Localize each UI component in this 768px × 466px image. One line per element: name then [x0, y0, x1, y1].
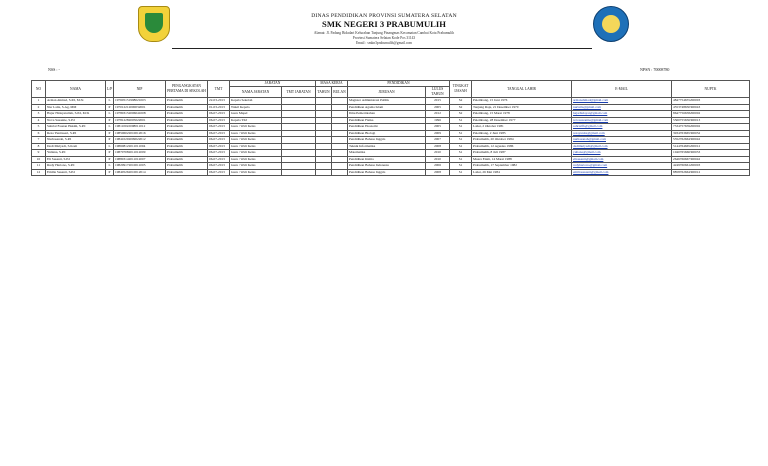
npsn-label: NPSN : 70008780 — [640, 67, 670, 72]
school-name: SMK NEGERI 3 PRABUMULIH — [322, 19, 446, 29]
cell-pengangkatan: Prabumulih — [166, 117, 208, 124]
cell-email-link[interactable]: rezayunita@gmail.com — [572, 130, 672, 137]
cell-ttl: Tanjung Raja, 21 Desember 1970 — [472, 104, 572, 111]
cell-lulus: 2010 — [426, 156, 450, 163]
cell-lulus: 1996 — [426, 117, 450, 124]
col-tmt: TMT — [208, 81, 230, 98]
cell-no: 10 — [32, 156, 46, 163]
cell-nip: 198506022010012016 — [114, 130, 166, 137]
cell-ttl: Palembang, 28 Desember 1977 — [472, 117, 572, 124]
cell-jurusan: Pendidikan Agama Islam — [348, 104, 426, 111]
cell-jurusan: Pendidikan Bahasa Indonesia — [348, 163, 426, 170]
cell-nip: 197605151998021003 — [114, 98, 166, 105]
cell-no: 2 — [32, 104, 46, 111]
email-line: Email : smkn3prabumulih@gmail.com — [355, 41, 413, 45]
cell-nuptk: 7334757659200002 — [672, 124, 750, 131]
cell-lp: P — [106, 130, 114, 137]
cell-jabatan: Guru / Wali Kelas — [230, 156, 282, 163]
cell-nip: 197012212000032001 — [114, 104, 166, 111]
address-line: Alamat: Jl. Padang Bidadari Kelurahan Tanjung Pinangmas Kecamatan Cambai Kota Prabumulih — [313, 31, 455, 35]
cell-email-link[interactable]: dedimulyadi@gmail.com — [572, 143, 672, 150]
cell-bulan — [332, 169, 348, 176]
cell-ijasah: S1 — [450, 169, 472, 176]
cell-pengangkatan: Prabumulih — [166, 124, 208, 131]
cell-nama: Nova Susantie, S.Pd — [46, 117, 106, 124]
cell-lp: L — [106, 143, 114, 150]
cell-nip: 197812282005022001 — [114, 117, 166, 124]
cell-ijasah: S1 — [450, 130, 472, 137]
cell-lp: L — [106, 98, 114, 105]
cell-lulus: 2010 — [426, 150, 450, 157]
cell-jurusan: Teknik Informatika — [348, 143, 426, 150]
cell-nip: 198410202009022012 — [114, 137, 166, 144]
cell-ijasah: S1 — [450, 150, 472, 157]
cell-nuptk: 8858762664300012 — [672, 169, 750, 176]
cell-tmt: 06-07-2013 — [208, 137, 230, 144]
cell-nip: 198110022008011012 — [114, 124, 166, 131]
cell-jurusan: Pendidikan Biologi — [348, 130, 426, 137]
col-jurusan: JURUSAN — [348, 87, 426, 98]
cell-nuptk: 4249760661200003 — [672, 163, 750, 170]
col-email: E-MAIL — [572, 81, 672, 98]
cell-nama: Rudy Hartono, S.Pd — [46, 163, 106, 170]
cell-tmt: 06-07-2013 — [208, 117, 230, 124]
cell-lulus: 2007 — [426, 137, 450, 144]
cell-ttl: Lahat, 26 Mei 1984 — [472, 169, 572, 176]
cell-no: 12 — [32, 169, 46, 176]
cell-nuptk: 8647756658200002 — [672, 111, 750, 118]
cell-ttl: Prabumulih, 12 Agustus 1986 — [472, 143, 572, 150]
col-lp: L/P — [106, 81, 114, 98]
cell-tmt: 06-07-2013 — [208, 111, 230, 118]
cell-pengangkatan: Prabumulih — [166, 98, 208, 105]
cell-pengangkatan: Prabumulih — [166, 150, 208, 157]
cell-ijasah: S2 — [450, 111, 472, 118]
letterhead — [0, 0, 768, 70]
cell-ttl: Prabumulih, 8 Juli 1987 — [472, 150, 572, 157]
col-pendidikan: PENDIDIKAN — [348, 81, 450, 87]
cell-jabatan: Kepala TKJ — [230, 117, 282, 124]
col-pengangkatan: PENGANGKATAN PERTAMA DI SEKOLAH — [166, 81, 208, 98]
cell-lulus: 2008 — [426, 169, 450, 176]
cell-jabatan: Guru / Wali Kelas — [230, 130, 282, 137]
cell-nama: Yuliana, S.Pd — [46, 150, 106, 157]
cell-ijasah: S1 — [450, 137, 472, 144]
cell-nama: Eli Susanti, S.Pd — [46, 156, 106, 163]
cell-ijasah: S1 — [450, 143, 472, 150]
cell-email-link[interactable]: sahrialfh@gmail.com — [572, 124, 672, 131]
cell-lp: P — [106, 137, 114, 144]
cell-no: 4 — [32, 117, 46, 124]
cell-ttl: Lahat, 2 Oktober 1981 — [472, 124, 572, 131]
cell-nama: Hajar Hidayatullah, S.Pd, M.Si — [46, 111, 106, 118]
cell-jabatan: Guru / Wali Kelas — [230, 163, 282, 170]
staff-table — [31, 80, 750, 176]
cell-tmt: 01-03-2013 — [208, 104, 230, 111]
cell-email-link[interactable]: elisusanti@gmail.com — [572, 156, 672, 163]
cell-tmt: 06-07-2013 — [208, 143, 230, 150]
cell-jabatan: Kepala Sekolah — [230, 98, 282, 105]
header-divider — [172, 48, 592, 49]
cell-no: 8 — [32, 143, 46, 150]
col-nama-jabatan: NAMA JABATAN — [230, 87, 282, 98]
cell-nuptk: 4847754655200003 — [672, 98, 750, 105]
cell-ttl: Prabumulih, 17 September 1982 — [472, 163, 572, 170]
cell-pengangkatan: Prabumulih — [166, 156, 208, 163]
col-nama: NAMA — [46, 81, 106, 98]
cell-pengangkatan: Prabumulih — [166, 163, 208, 170]
cell-ttl: Palembang, 15 Maret 1978 — [472, 111, 572, 118]
cell-pengangkatan: Prabumulih — [166, 143, 208, 150]
cell-pengangkatan: Prabumulih — [166, 111, 208, 118]
cell-no: 1 — [32, 98, 46, 105]
cell-jurusan: Pendidikan Fisika — [348, 117, 426, 124]
cell-nuptk: 3934763665300032 — [672, 130, 750, 137]
cell-ijasah: S1 — [450, 124, 472, 131]
cell-ijasah: S2 — [450, 98, 472, 105]
cell-lp: L — [106, 163, 114, 170]
cell-nama: Emilia Susanti, S.Pd — [46, 169, 106, 176]
nss-label: NSS : - — [48, 67, 60, 72]
col-tingkat-ijasah: TINGKAT IJASAH — [450, 81, 472, 98]
cell-lp: P — [106, 104, 114, 111]
cell-lulus: 2009 — [426, 130, 450, 137]
cell-pengangkatan: Prabumulih — [166, 169, 208, 176]
cell-tmt-jabatan — [282, 169, 316, 176]
cell-no: 5 — [32, 124, 46, 131]
cell-nip: 197803152006041008 — [114, 111, 166, 118]
cell-lulus: 2015 — [426, 98, 450, 105]
cell-lp: P — [106, 150, 114, 157]
cell-lp: P — [106, 156, 114, 163]
cell-email-link[interactable]: nurhasanah@gmail.com — [572, 137, 672, 144]
cell-tmt: 06-07-2013 — [208, 163, 230, 170]
cell-email-link[interactable]: nurlaila@gmail.com — [572, 104, 672, 111]
cell-nuptk: 1040765666300033 — [672, 150, 750, 157]
cell-nama: Nurhasanah, S.Pd — [46, 137, 106, 144]
cell-ttl: Prabumulih, 20 Oktober 1984 — [472, 137, 572, 144]
cell-tmt: 06-07-2013 — [208, 150, 230, 157]
col-nuptk: NUPTK — [672, 81, 750, 98]
province-line: Provinsi Sumatera Selatan Kode Pos 31143 — [352, 36, 416, 40]
cell-nuptk: 5560755656300013 — [672, 117, 750, 124]
cell-ijasah: S1 — [450, 117, 472, 124]
cell-ttl: Palembang, 15 Juni 1976 — [472, 98, 572, 105]
cell-jurusan: Ilmu Pemerintahan — [348, 111, 426, 118]
col-tanggal-lahir: TANGGAL LAHIR — [472, 81, 572, 98]
cell-jurusan: Magister Administrasi Publik — [348, 98, 426, 105]
cell-email-link[interactable]: armanahmad@gmail.com — [572, 98, 672, 105]
cell-jurusan: Matematika — [348, 150, 426, 157]
cell-jurusan: Pendidikan Bahasa Inggris — [348, 137, 426, 144]
cell-ijasah: S2 — [450, 104, 472, 111]
col-lulus-tahun: LULUS TAHUN — [426, 87, 450, 98]
cell-ttl: Palembang, 2 Juni 1985 — [472, 130, 572, 137]
cell-pengangkatan: Prabumulih — [166, 104, 208, 111]
cell-nip: 198209172010011005 — [114, 163, 166, 170]
cell-lulus: 2005 — [426, 104, 450, 111]
cell-no: 9 — [32, 150, 46, 157]
cell-lulus: 2005 — [426, 124, 450, 131]
cell-nuptk: 2646766667300042 — [672, 156, 750, 163]
cell-nama: Arman Ahmad, S.Pd, M.Si — [46, 98, 106, 105]
cell-lulus: 2008 — [426, 143, 450, 150]
col-nip: NIP — [114, 81, 166, 98]
cell-lulus: 2006 — [426, 163, 450, 170]
cell-tmt: 06-07-2013 — [208, 130, 230, 137]
cell-nama: Reza Yunitasari, S.Pd — [46, 130, 106, 137]
cell-email-link[interactable]: emiliasusanti@gmail.com — [572, 169, 672, 176]
col-bulan: BULAN — [332, 87, 348, 98]
cell-nip: 198803142011012007 — [114, 156, 166, 163]
cell-no: 3 — [32, 111, 46, 118]
cell-jurusan: Pendidikan Ekonomi — [348, 124, 426, 131]
col-no: NO — [32, 81, 46, 98]
cell-nip: 198707082011012009 — [114, 150, 166, 157]
cell-tmt: 22-03-2013 — [208, 98, 230, 105]
cell-lp: L — [106, 111, 114, 118]
cell-pengangkatan: Prabumulih — [166, 137, 208, 144]
cell-nama: Sahrial Fauzan Hakim, S.Pd — [46, 124, 106, 131]
cell-jurusan: Pendidikan Bahasa Inggris — [348, 169, 426, 176]
cell-nuptk: 4553748650300043 — [672, 104, 750, 111]
cell-jabatan: Guru Mapel — [230, 111, 282, 118]
cell-nama: Nur Laila, S.Ag, MM — [46, 104, 106, 111]
cell-tmt: 06-07-2013 — [208, 124, 230, 131]
cell-lp: P — [106, 117, 114, 124]
cell-tmt: 06-07-2013 — [208, 169, 230, 176]
cell-jabatan: Guru / Wali Kelas — [230, 169, 282, 176]
col-jabatan: JABATAN — [230, 81, 316, 87]
cell-ijasah: S1 — [450, 156, 472, 163]
cell-tmt: 06-07-2013 — [208, 156, 230, 163]
cell-jabatan: Guru / Wali Kelas — [230, 150, 282, 157]
cell-nuptk: 5144764665200012 — [672, 143, 750, 150]
cell-jurusan: Pendidikan Kimia — [348, 156, 426, 163]
agency-name: DINAS PENDIDIKAN PROVINSI SUMATERA SELATAN — [311, 13, 457, 19]
cell-lp: P — [106, 169, 114, 176]
col-tahun: TAHUN — [316, 87, 332, 98]
cell-nip: 198405262010012014 — [114, 169, 166, 176]
cell-ttl: Muara Enim, 14 Maret 1988 — [472, 156, 572, 163]
cell-email-link[interactable]: hajarhidayat@gmail.com — [572, 111, 672, 118]
cell-jabatan: Guru / Wali Kelas — [230, 137, 282, 144]
cell-email-link[interactable]: rudyhartono@gmail.com — [572, 163, 672, 170]
cell-ijasah: S1 — [450, 163, 472, 170]
cell-email-link[interactable]: yuliana@gmail.com — [572, 150, 672, 157]
cell-lulus: 2012 — [426, 111, 450, 118]
table-row — [32, 169, 750, 176]
cell-nip: 198608122011011004 — [114, 143, 166, 150]
cell-no: 7 — [32, 137, 46, 144]
cell-nama: Dedi Mulyadi, S.Kom — [46, 143, 106, 150]
cell-nuptk: 5352762664300042 — [672, 137, 750, 144]
cell-no: 11 — [32, 163, 46, 170]
col-masa-kerja: MASA KERJA — [316, 81, 348, 87]
cell-email-link[interactable]: novasusantie@gmail.com — [572, 117, 672, 124]
cell-no: 6 — [32, 130, 46, 137]
cell-tahun — [316, 169, 332, 176]
cell-jabatan: Guru / Wali Kelas — [230, 143, 282, 150]
cell-pengangkatan: Prabumulih — [166, 130, 208, 137]
cell-lp: L — [106, 124, 114, 131]
cell-jabatan: Guru / Wali Kelas — [230, 124, 282, 131]
col-tmt-jabatan: TMT JABATAN — [282, 87, 316, 98]
cell-jabatan: Wakil Kepala — [230, 104, 282, 111]
